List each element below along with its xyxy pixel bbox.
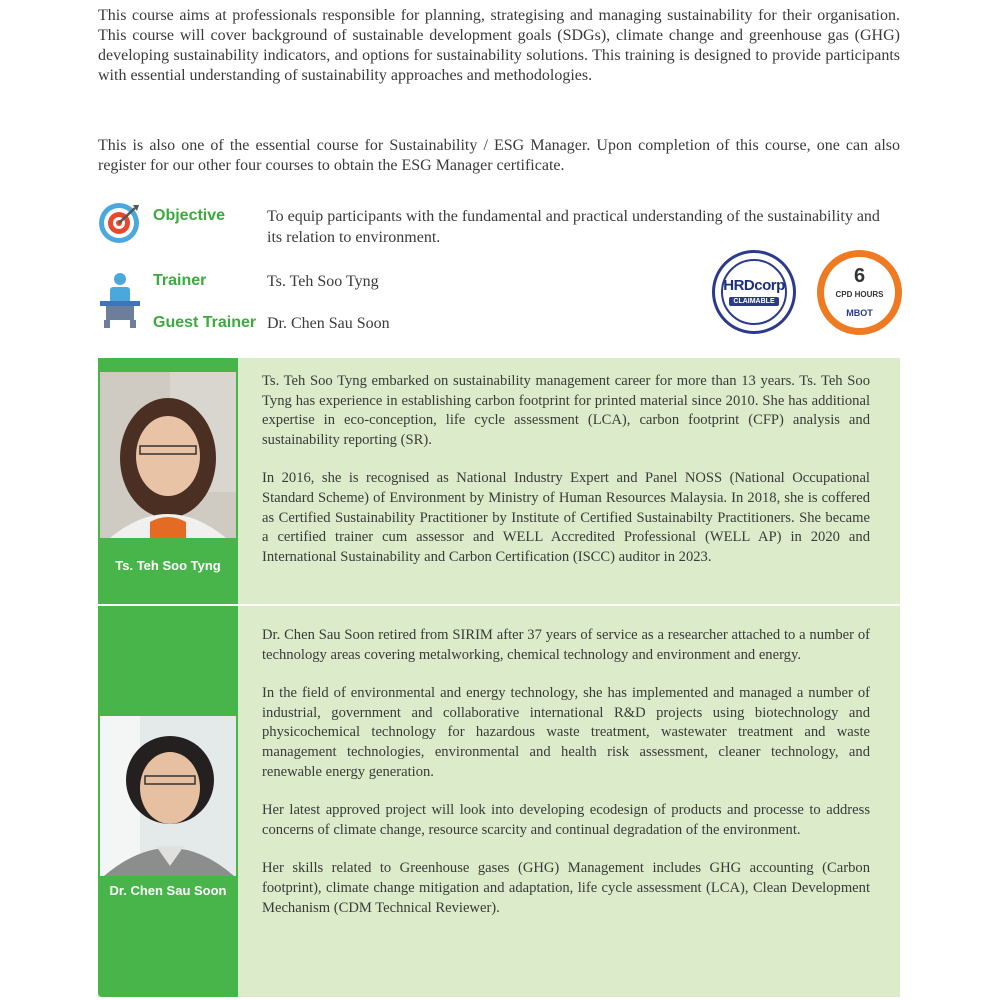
objective-text: To equip participants with the fundamental and practical understanding of the sustainability and its relation to environment. bbox=[267, 208, 880, 246]
mbot-logo: MBOT bbox=[846, 308, 873, 318]
guest-trainer-bio-paragraph: Her latest approved project will look into developing ecodesign of products and processe to address concerns of climate change, resource scarcity and continual degradation of the environment. bbox=[262, 802, 870, 838]
guest-trainer-photo-column bbox=[98, 606, 238, 997]
trainer-bio-paragraph: Ts. Teh Soo Tyng embarked on sustainability management career for more than 13 years. Ts. Teh Soo Tyng has experience in establishing carbon footprint for printed material since 2010. She has additional expertise in eco-conception, life cycle assessment (LCA), carbon footprint (CFP) analysis and sustainability reporting (SR). bbox=[262, 373, 870, 448]
cpd-hours-number: 6 bbox=[853, 265, 866, 287]
guest-trainer-bio-panel bbox=[98, 606, 900, 997]
cpd-hours-label: CPD HOURS bbox=[835, 290, 884, 299]
trainer-label: Trainer bbox=[153, 272, 207, 289]
hrd-claimable-label: CLAIMABLE bbox=[729, 297, 779, 306]
guest-trainer-label: Guest Trainer bbox=[153, 314, 257, 331]
trainer-photo-column bbox=[98, 358, 238, 604]
guest-trainer-photo-caption: Dr. Chen Sau Soon bbox=[109, 883, 227, 898]
trainer-name: Ts. Teh Soo Tyng bbox=[267, 273, 379, 290]
trainer-photo-caption: Ts. Teh Soo Tyng bbox=[115, 558, 221, 573]
target-icon bbox=[97, 201, 141, 245]
intro-paragraph-2: This is also one of the essential course for Sustainability / ESG Manager. Upon completion of this course, one can also register for our other four courses to obtain the ESG Manager certificate. bbox=[98, 137, 900, 174]
hrd-corp-claimable-badge bbox=[712, 250, 796, 334]
intro-paragraph-1: This course aims at professionals responsible for planning, strategising and managing sustainability for their organisation. This course will cover background of sustainable development goals (SDGs), climate change and greenhouse gas (GHG) developing sustainability indicators, and options for sustainability solutions. This training is designed to provide participants with essential understanding of sustainability approaches and methodologies. bbox=[98, 7, 900, 84]
trainer-bio-panel bbox=[98, 358, 900, 604]
guest-trainer-bio-paragraph: In the field of environmental and energy technology, she has implemented and managed a number of industrial, government and collaborative international R&D projects using biotechnology and physicochemical technology for hazardous waste treatment, wastewater treatment and waste management technologies, environmental and health risk assessment, cleaner technology, and renewable energy generation. bbox=[262, 685, 870, 780]
guest-trainer-photo bbox=[100, 716, 236, 876]
trainer-bio-text bbox=[262, 372, 870, 586]
guest-trainer-name: Dr. Chen Sau Soon bbox=[267, 315, 390, 332]
hrd-logo: HRDcorp bbox=[723, 277, 785, 294]
trainer-bio-paragraph: In 2016, she is recognised as National Industry Expert and Panel NOSS (National Occupational Standard Scheme) of Environment by Ministry of Human Resources Malaysia. In 2018, she is coffered as Certified Sustainability Practitioner by Institute of Certified Sustainabilty Practitioners. She became a certified trainer cum assessor and WELL Accredited Professional (WELL AP) in 2020 and International Sustainability and Carbon Certification (ISCC) auditor in 2023. bbox=[262, 470, 870, 565]
guest-trainer-bio-paragraph: Her skills related to Greenhouse gases (GHG) Management includes GHG accounting (Carbon footprint), climate change mitigation and adaptation, life cycle assessment (LCA), Clean Development Mechanism (CDM Technical Reviewer). bbox=[262, 860, 870, 916]
guest-trainer-bio-text bbox=[262, 626, 870, 937]
person-icon bbox=[100, 270, 140, 328]
cpd-hours-badge bbox=[817, 250, 902, 335]
objective-label: Objective bbox=[153, 207, 226, 224]
guest-trainer-bio-paragraph: Dr. Chen Sau Soon retired from SIRIM after 37 years of service as a researcher attached to a number of technology areas covering metalworking, chemical technology and environment and energy. bbox=[262, 627, 870, 663]
trainer-photo bbox=[100, 372, 236, 538]
